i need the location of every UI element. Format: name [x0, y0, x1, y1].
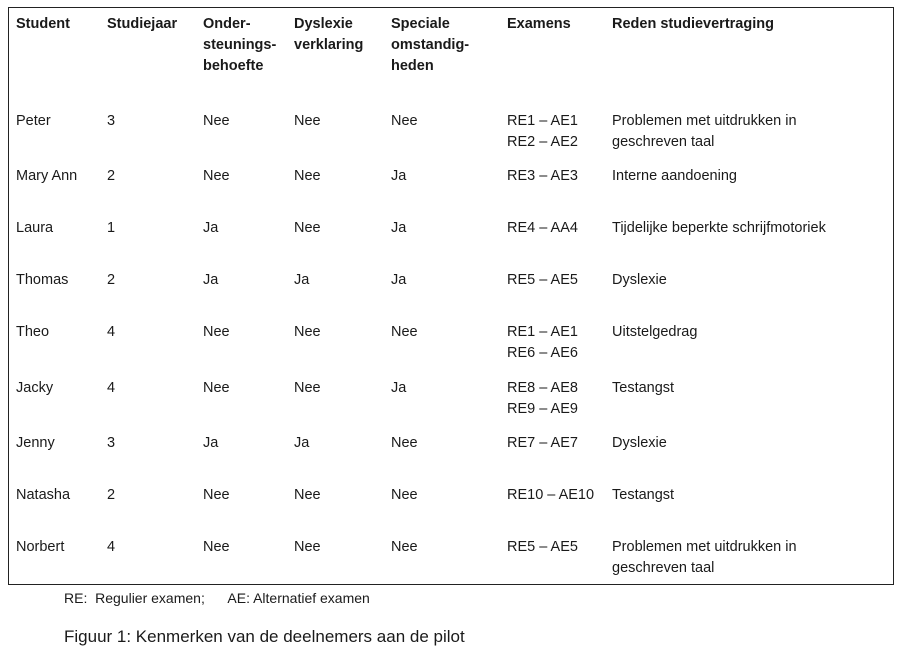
cell-special: Nee	[391, 487, 418, 503]
cell-exams: RE7 – AE7	[507, 435, 578, 451]
cell-reason: Interne aandoening	[612, 168, 737, 184]
cell-reason: Problemen met uitdrukken in	[612, 539, 797, 555]
cell-reason: geschreven taal	[612, 560, 715, 576]
cell-student: Jacky	[16, 380, 54, 396]
cell-special: Ja	[391, 220, 407, 236]
cell-reason: Testangst	[612, 380, 675, 396]
cell-dyslexia: Nee	[294, 539, 321, 555]
cell-student: Thomas	[16, 272, 69, 288]
cell-year: 1	[107, 220, 116, 236]
cell-year: 4	[107, 380, 116, 396]
cell-year: 4	[107, 324, 116, 340]
cell-reason: Dyslexie	[612, 272, 667, 288]
cell-special: Nee	[391, 539, 418, 555]
cell-exams: RE6 – AE6	[507, 345, 578, 361]
cell-special: Ja	[391, 380, 407, 396]
header-support: behoefte	[203, 58, 264, 74]
cell-dyslexia: Nee	[294, 380, 321, 396]
cell-reason: Uitstelgedrag	[612, 324, 698, 340]
cell-exams: RE5 – AE5	[507, 539, 578, 555]
figure-caption: Figuur 1: Kenmerken van de deelnemers aan de pilot	[64, 627, 465, 646]
cell-reason: Testangst	[612, 487, 675, 503]
cell-student: Laura	[16, 220, 54, 236]
cell-student: Jenny	[16, 435, 55, 451]
cell-dyslexia: Ja	[294, 272, 310, 288]
cell-support: Ja	[203, 435, 219, 451]
cell-reason: Problemen met uitdrukken in	[612, 113, 797, 129]
cell-exams: RE3 – AE3	[507, 168, 578, 184]
cell-exams: RE2 – AE2	[507, 134, 578, 150]
header-dyslexia: Dyslexie	[294, 16, 353, 32]
cell-dyslexia: Nee	[294, 324, 321, 340]
cell-support: Nee	[203, 487, 230, 503]
cell-special: Nee	[391, 113, 418, 129]
header-special: Speciale	[391, 16, 450, 32]
header-dyslexia: verklaring	[294, 37, 364, 53]
cell-support: Ja	[203, 272, 219, 288]
header-exams: Examens	[507, 16, 571, 32]
abbreviation-legend: RE: Regulier examen; AE: Alternatief examen	[64, 590, 370, 606]
header-year: Studiejaar	[107, 16, 178, 32]
cell-support: Nee	[203, 380, 230, 396]
cell-student: Theo	[16, 324, 50, 340]
header-student: Student	[16, 16, 70, 32]
cell-support: Nee	[203, 324, 230, 340]
cell-exams: RE1 – AE1	[507, 113, 578, 129]
cell-reason: geschreven taal	[612, 134, 715, 150]
cell-reason: Dyslexie	[612, 435, 667, 451]
cell-support: Ja	[203, 220, 219, 236]
cell-reason: Tijdelijke beperkte schrijfmotoriek	[612, 220, 826, 236]
cell-exams: RE4 – AA4	[507, 220, 578, 236]
cell-year: 2	[107, 168, 116, 184]
cell-support: Nee	[203, 168, 230, 184]
cell-exams: RE10 – AE10	[507, 487, 595, 503]
cell-student: Peter	[16, 113, 51, 129]
cell-special: Nee	[391, 435, 418, 451]
cell-special: Ja	[391, 168, 407, 184]
cell-year: 3	[107, 113, 116, 129]
cell-student: Mary Ann	[16, 168, 78, 184]
cell-exams: RE8 – AE8	[507, 380, 578, 396]
cell-dyslexia: Nee	[294, 220, 321, 236]
cell-year: 4	[107, 539, 116, 555]
cell-year: 2	[107, 487, 116, 503]
cell-year: 2	[107, 272, 116, 288]
cell-dyslexia: Nee	[294, 168, 321, 184]
cell-dyslexia: Nee	[294, 487, 321, 503]
cell-support: Nee	[203, 113, 230, 129]
cell-student: Norbert	[16, 539, 65, 555]
cell-exams: RE1 – AE1	[507, 324, 578, 340]
header-support: Onder-	[203, 16, 251, 32]
cell-dyslexia: Ja	[294, 435, 310, 451]
cell-year: 3	[107, 435, 116, 451]
cell-support: Nee	[203, 539, 230, 555]
cell-dyslexia: Nee	[294, 113, 321, 129]
cell-student: Natasha	[16, 487, 71, 503]
header-special: omstandig-	[391, 37, 470, 53]
cell-exams: RE5 – AE5	[507, 272, 578, 288]
header-reason: Reden studievertraging	[612, 16, 774, 32]
participants-table	[8, 7, 894, 585]
header-support: steunings-	[203, 37, 277, 53]
header-special: heden	[391, 58, 434, 74]
cell-exams: RE9 – AE9	[507, 401, 578, 417]
cell-special: Ja	[391, 272, 407, 288]
cell-special: Nee	[391, 324, 418, 340]
